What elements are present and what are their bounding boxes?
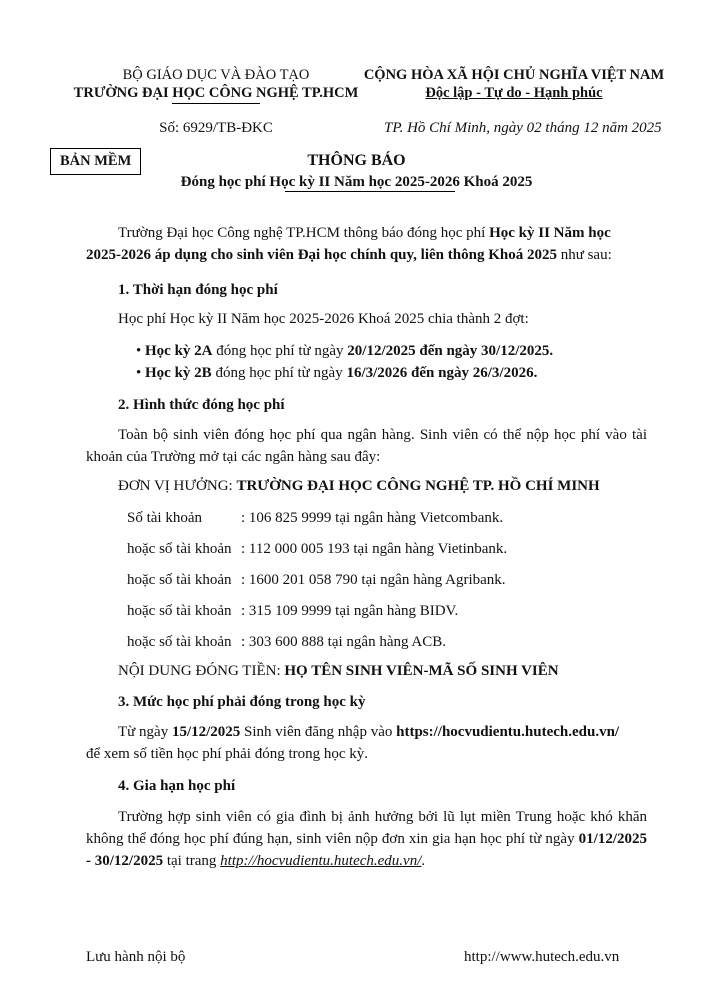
- account-value: : 315 109 9999 tại ngân hàng BIDV.: [241, 603, 459, 619]
- intro-bold-2: 2025-2026 áp dụng cho sinh viên Đại học chính quy, liên thông Khoá 2025: [86, 247, 557, 263]
- extension-link[interactable]: http://hocvudientu.hutech.edu.vn/: [220, 853, 422, 869]
- section2-text: Toàn bộ sinh viên đóng học phí qua ngân hàng. Sinh viên có thể nộp học phí vào tài khoản của Trường mở tại các ngân hàng sau đây:: [86, 427, 647, 465]
- account-row: [127, 632, 446, 652]
- account-row: [127, 539, 507, 559]
- section1-heading: 1. Thời hạn đóng học phí: [118, 282, 278, 298]
- place-and-date: TP. Hồ Chí Minh, ngày 02 tháng 12 năm 2025: [384, 120, 662, 136]
- section3-date: 15/12/2025: [171, 724, 241, 740]
- account-row: [127, 601, 458, 621]
- payment-content-line: [118, 661, 559, 681]
- section3-line-1: [118, 722, 619, 742]
- university-underline: [172, 103, 260, 104]
- account-label: hoặc số tài khoản: [127, 572, 232, 588]
- account-value: : 303 600 888 tại ngân hàng ACB.: [241, 634, 446, 650]
- account-value: : 106 825 9999 tại ngân hàng Vietcombank.: [241, 510, 504, 526]
- term-2a-text: đóng học phí từ ngày: [212, 343, 348, 359]
- section4-paragraph: [86, 806, 647, 872]
- section3-text-2: Sinh viên đăng nhập vào: [240, 724, 397, 740]
- university-name: TRƯỜNG ĐẠI HỌC CÔNG NGHỆ TP.HCM: [73, 85, 359, 101]
- account-value: : 1600 201 058 790 tại ngân hàng Agribank.: [241, 572, 506, 588]
- soft-copy-badge: BẢN MỀM: [50, 148, 141, 175]
- account-row: [127, 570, 506, 590]
- account-label: hoặc số tài khoản: [127, 541, 232, 557]
- bullet-icon: •: [136, 365, 142, 381]
- account-label: Số tài khoản: [127, 510, 202, 526]
- intro-text-2: như sau:: [556, 247, 612, 263]
- national-motto: Độc lập - Tự do - Hạnh phúc: [425, 85, 603, 101]
- republic-name: CỘNG HÒA XÃ HỘI CHỦ NGHĨA VIỆT NAM: [363, 67, 665, 83]
- section3-text-1: Từ ngày: [118, 724, 172, 740]
- beneficiary-line: [118, 476, 600, 496]
- term-2b-text: đóng học phí từ ngày: [211, 365, 347, 381]
- bullet-icon: •: [136, 343, 142, 359]
- extension-dates: 01/12/2025 - 30/12/2025: [86, 831, 647, 869]
- footer-internal: Lưu hành nội bộ: [86, 949, 186, 965]
- term-2b-dates: 16/3/2026 đến ngày 26/3/2026.: [346, 365, 538, 381]
- section3-line-2: để xem số tiền học phí phải đóng trong học kỳ.: [86, 746, 369, 762]
- term-2b-label: Học kỳ 2B: [145, 365, 212, 381]
- intro-text-1: Trường Đại học Công nghệ TP.HCM thông báo đóng học phí: [118, 225, 490, 241]
- account-value: : 112 000 005 193 tại ngân hàng Vietinbank.: [241, 541, 508, 557]
- beneficiary-label: ĐƠN VỊ HƯỞNG:: [118, 478, 237, 494]
- term-2b-item: [136, 363, 537, 383]
- section2-heading: 2. Hình thức đóng học phí: [118, 397, 285, 413]
- notice-title: THÔNG BÁO: [307, 152, 406, 169]
- intro-bold-1: Học kỳ II Năm học: [489, 225, 611, 241]
- payment-content-value: HỌ TÊN SINH VIÊN-MÃ SỐ SINH VIÊN: [284, 663, 559, 679]
- student-portal-url: https://hocvudientu.hutech.edu.vn/: [396, 724, 620, 740]
- beneficiary-name: TRƯỜNG ĐẠI HỌC CÔNG NGHỆ TP. HỒ CHÍ MINH: [236, 478, 600, 494]
- account-label: hoặc số tài khoản: [127, 634, 232, 650]
- payment-content-label: NỘI DUNG ĐÓNG TIỀN:: [118, 663, 285, 679]
- intro-line-2: [86, 245, 612, 265]
- term-2a-label: Học kỳ 2A: [145, 343, 213, 359]
- account-label: hoặc số tài khoản: [127, 603, 232, 619]
- section3-heading: 3. Mức học phí phải đóng trong học kỳ: [118, 694, 366, 710]
- subtitle-underline: [285, 191, 455, 192]
- section4-text-2: tại trang: [163, 853, 221, 869]
- account-row: [127, 508, 503, 528]
- footer-website[interactable]: http://www.hutech.edu.vn: [464, 949, 620, 965]
- section1-text: Học phí Học kỳ II Năm học 2025-2026 Khoá 2025 chia thành 2 đợt:: [118, 311, 529, 327]
- intro-line-1: [118, 223, 611, 243]
- term-2a-item: [136, 341, 553, 361]
- notice-subtitle: Đóng học phí Học kỳ II Năm học 2025-2026 Khoá 2025: [180, 174, 533, 190]
- section4-text-1: Trường hợp sinh viên có gia đình bị ảnh hưởng bởi lũ lụt miền Trung hoặc khó khăn không thể đóng học phí đúng hạn, sinh viên nộp đơn xin gia hạn học phí từ ngày: [86, 809, 647, 847]
- document-number: Số: 6929/TB-ĐKC: [159, 120, 273, 136]
- term-2a-dates: 20/12/2025 đến ngày 30/12/2025.: [347, 343, 554, 359]
- ministry-name: BỘ GIÁO DỤC VÀ ĐÀO TẠO: [122, 67, 310, 83]
- section4-text-3: .: [421, 853, 426, 869]
- section4-heading: 4. Gia hạn học phí: [118, 778, 236, 794]
